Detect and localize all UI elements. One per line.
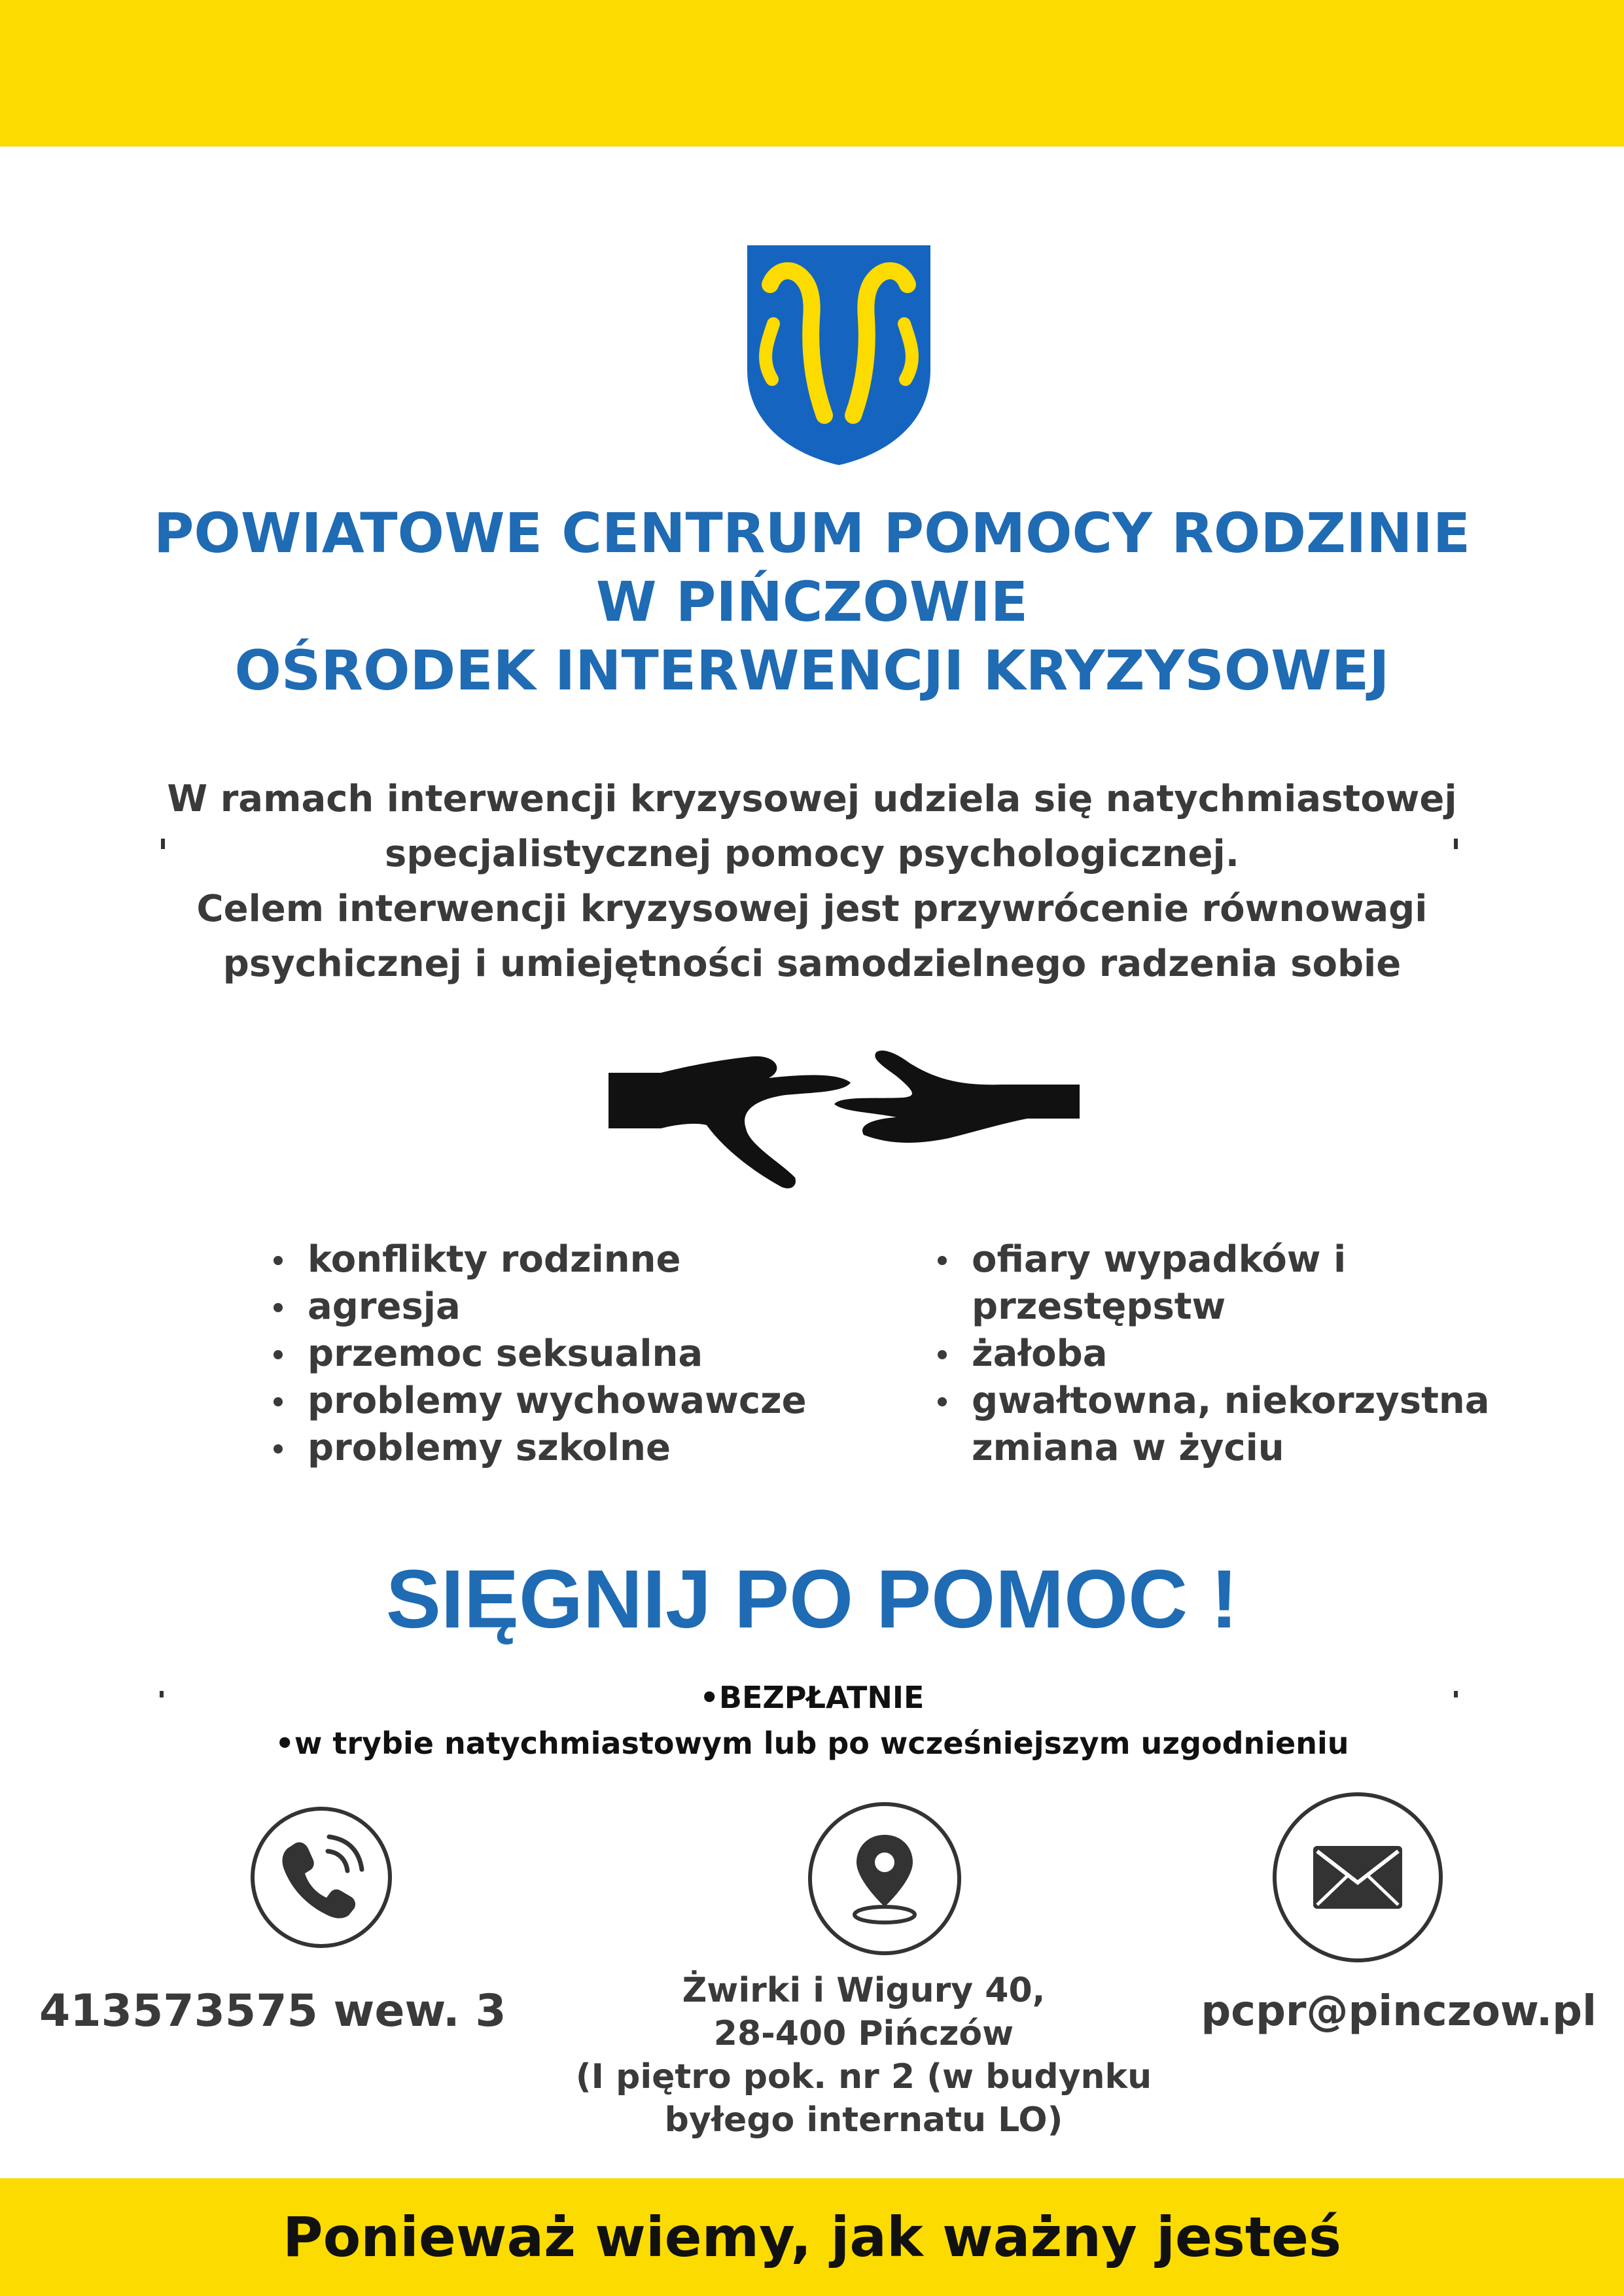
org-title-line-2: W PIŃCZOWIE: [595, 570, 1029, 634]
corner-mark: [161, 839, 165, 849]
intro-line-2: specjalistycznej pomocy psychologicznej.: [385, 833, 1239, 875]
list-item: konflikty rodzinne: [268, 1236, 807, 1283]
address: [537, 1969, 1191, 2142]
intro-line-1: W ramach interwencji kryzysowej udziela się natychmiastowej: [167, 778, 1457, 820]
intro-line-4: psychicznej i umiejętności samodzielnego radzenia sobie: [222, 943, 1402, 985]
mode-note: •w trybie natychmiastowym lub po wcześniejszym uzgodnieniu: [275, 1726, 1349, 1761]
list-item: przemoc seksualna: [268, 1331, 807, 1378]
location-pin-icon: [808, 1802, 961, 1955]
list-item-line: gwałtowna, niekorzystna: [972, 1380, 1490, 1422]
phone-number[interactable]: 413573575 wew. 3: [39, 1985, 506, 2037]
address-line: byłego internatu LO): [664, 2100, 1063, 2140]
phone-icon: [251, 1807, 392, 1948]
address-line: 28-400 Pińczów: [713, 2014, 1014, 2053]
list-item-line: zmiana w życiu: [972, 1427, 1284, 1469]
corner-mark: [1454, 839, 1458, 849]
org-title-line-1: POWIATOWE CENTRUM POMOCY RODZINIE: [153, 501, 1471, 565]
list-item: problemy szkolne: [268, 1425, 807, 1472]
address-line: (I piętro pok. nr 2 (w budynku: [575, 2057, 1152, 2096]
email-address[interactable]: pcpr@pinczow.pl: [1201, 1987, 1597, 2036]
list-item: [932, 1378, 1490, 1472]
list-item: problemy wychowawcze: [268, 1378, 807, 1425]
envelope-icon: [1273, 1792, 1443, 1962]
top-yellow-bar: [0, 0, 1624, 147]
list-item: [932, 1236, 1490, 1331]
address-line: Żwirki i Wigury 40,: [682, 1971, 1046, 2010]
free-note: •BEZPŁATNIE: [699, 1680, 925, 1715]
list-item: agresja: [268, 1283, 807, 1331]
intro-line-3: Celem interwencji kryzysowej jest przywrócenie równowagi: [196, 888, 1428, 930]
helping-hands-icon: [609, 1047, 1080, 1197]
list-item: żałoba: [932, 1331, 1490, 1378]
topics-list-right: [932, 1236, 1490, 1472]
topics-list-left: [268, 1236, 807, 1472]
list-item-line: ofiary wypadków i: [972, 1238, 1347, 1281]
coat-of-arms-icon: [747, 245, 930, 465]
org-title-line-3: OŚRODEK INTERWENCJI KRYZYSOWEJ: [234, 638, 1390, 703]
list-item-line: przestępstw: [972, 1285, 1226, 1328]
footer-slogan: Ponieważ wiemy, jak ważny jesteś: [283, 2205, 1341, 2269]
call-to-action-heading: SIĘGNIJ PO POMOC !: [385, 1553, 1239, 1645]
